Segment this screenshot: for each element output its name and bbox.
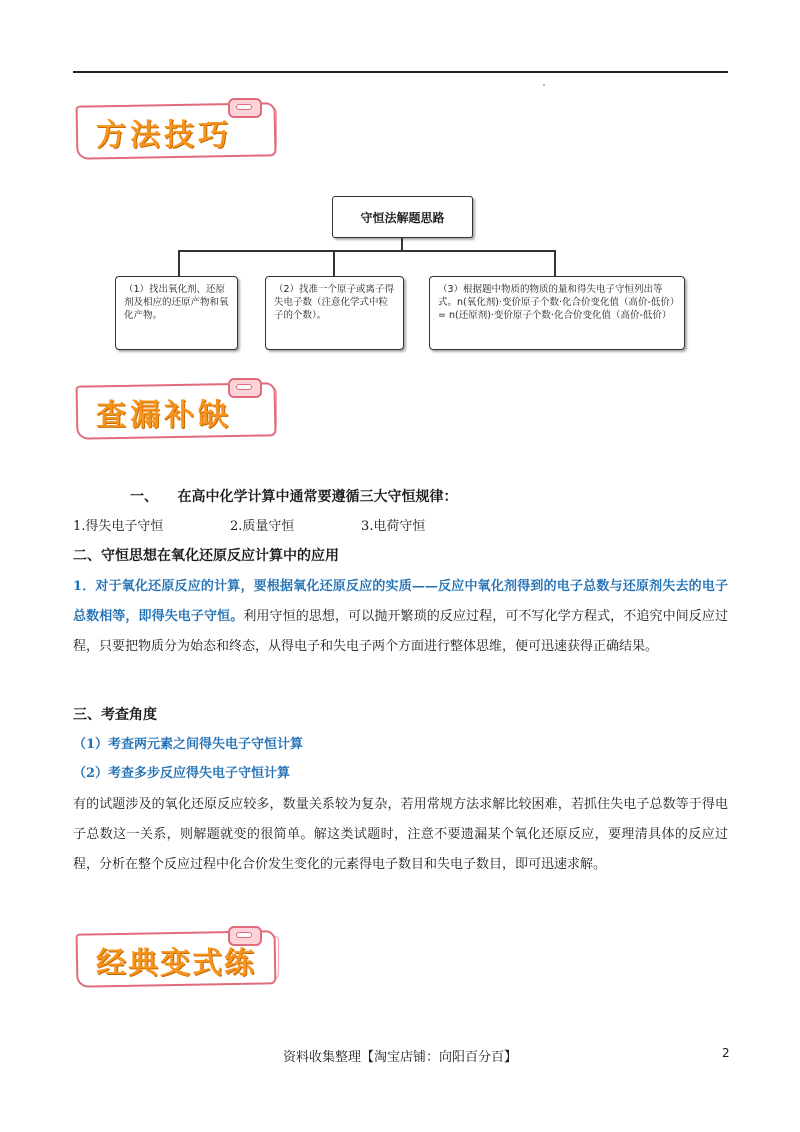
rule-item-2: 2.质量守恒 xyxy=(230,519,295,534)
section2-heading: 二、守恒思想在氧化还原反应计算中的应用 xyxy=(73,548,339,564)
flow-box-3: （3）根据题中物质的物质的量和得失电子守恒列出等式。n(氧化剂)·变价原子个数·化合价变化值（高价-低价）= n(还原剂)·变价原子个数·化合价变化值（高价-低价） xyxy=(429,276,685,350)
banner-title: 查漏补缺 xyxy=(96,398,232,433)
banner-gaps xyxy=(76,378,286,438)
banner-title: 方法技巧 xyxy=(96,118,232,153)
banner-title: 经典变式练 xyxy=(96,946,256,981)
banner-method xyxy=(76,98,286,158)
footer-text: 资料收集整理【淘宝店铺：向阳百分百】 xyxy=(282,1050,517,1065)
flow-connector xyxy=(401,237,403,251)
section2-body: 利用守恒的思想，可以抛开繁琐的反应过程，可不写化学方程式，不追究中间反应过程，只要把物质分为始态和终态，从得电子和失电子两个方面进行整体思维，便可迅速获得正确结果。 xyxy=(73,609,728,654)
flow-box-2: （2）找准一个原子或离子得失电子数（注意化学式中粒子的个数）。 xyxy=(265,276,404,350)
page-number: 2 xyxy=(722,1046,730,1060)
section3-heading: 三、考查角度 xyxy=(73,707,157,723)
rule-item-3: 3.电荷守恒 xyxy=(361,519,426,534)
header-rule xyxy=(73,71,728,73)
section1-heading: 一、 在高中化学计算中通常要遵循三大守恒规律： xyxy=(130,489,458,505)
flow-connector xyxy=(178,250,554,252)
flow-box-1: （1）找出氧化剂、还原剂及相应的还原产物和氧化产物。 xyxy=(115,276,238,350)
section2-paragraph xyxy=(73,572,728,662)
flow-title: 守恒法解题思路 xyxy=(332,196,473,238)
flow-connector xyxy=(178,250,180,276)
flow-connector xyxy=(333,250,335,276)
binder-clip-icon xyxy=(228,98,262,118)
speck xyxy=(543,84,545,86)
section3-sub2: （2）考查多步反应得失电子守恒计算 xyxy=(73,766,291,781)
binder-clip-icon xyxy=(228,378,262,398)
rule-item-1: 1.得失电子守恒 xyxy=(73,519,164,534)
flow-connector xyxy=(554,250,556,276)
section2-key-point: 1．对于氧化还原反应的计算，要根据氧化还原反应的实质——反应中氧化剂得到的电子总数与还原剂失去的电子总数相等，即得失电子守恒。 xyxy=(73,579,728,624)
section3-paragraph: 有的试题涉及的氧化还原反应较多，数量关系较为复杂，若用常规方法求解比较困难，若抓住失电子总数等于得电子总数这一关系，则解题就变的很简单。解这类试题时，注意不要遗漏某个氧化还原反应，要理清具体的反应过程，分析在整个反应过程中化合价发生变化的元素得电子数目和失电子数目，即可迅速求解。 xyxy=(73,797,728,872)
banner-practice xyxy=(76,926,296,986)
section3-sub1: （1）考查两元素之间得失电子守恒计算 xyxy=(73,737,304,752)
